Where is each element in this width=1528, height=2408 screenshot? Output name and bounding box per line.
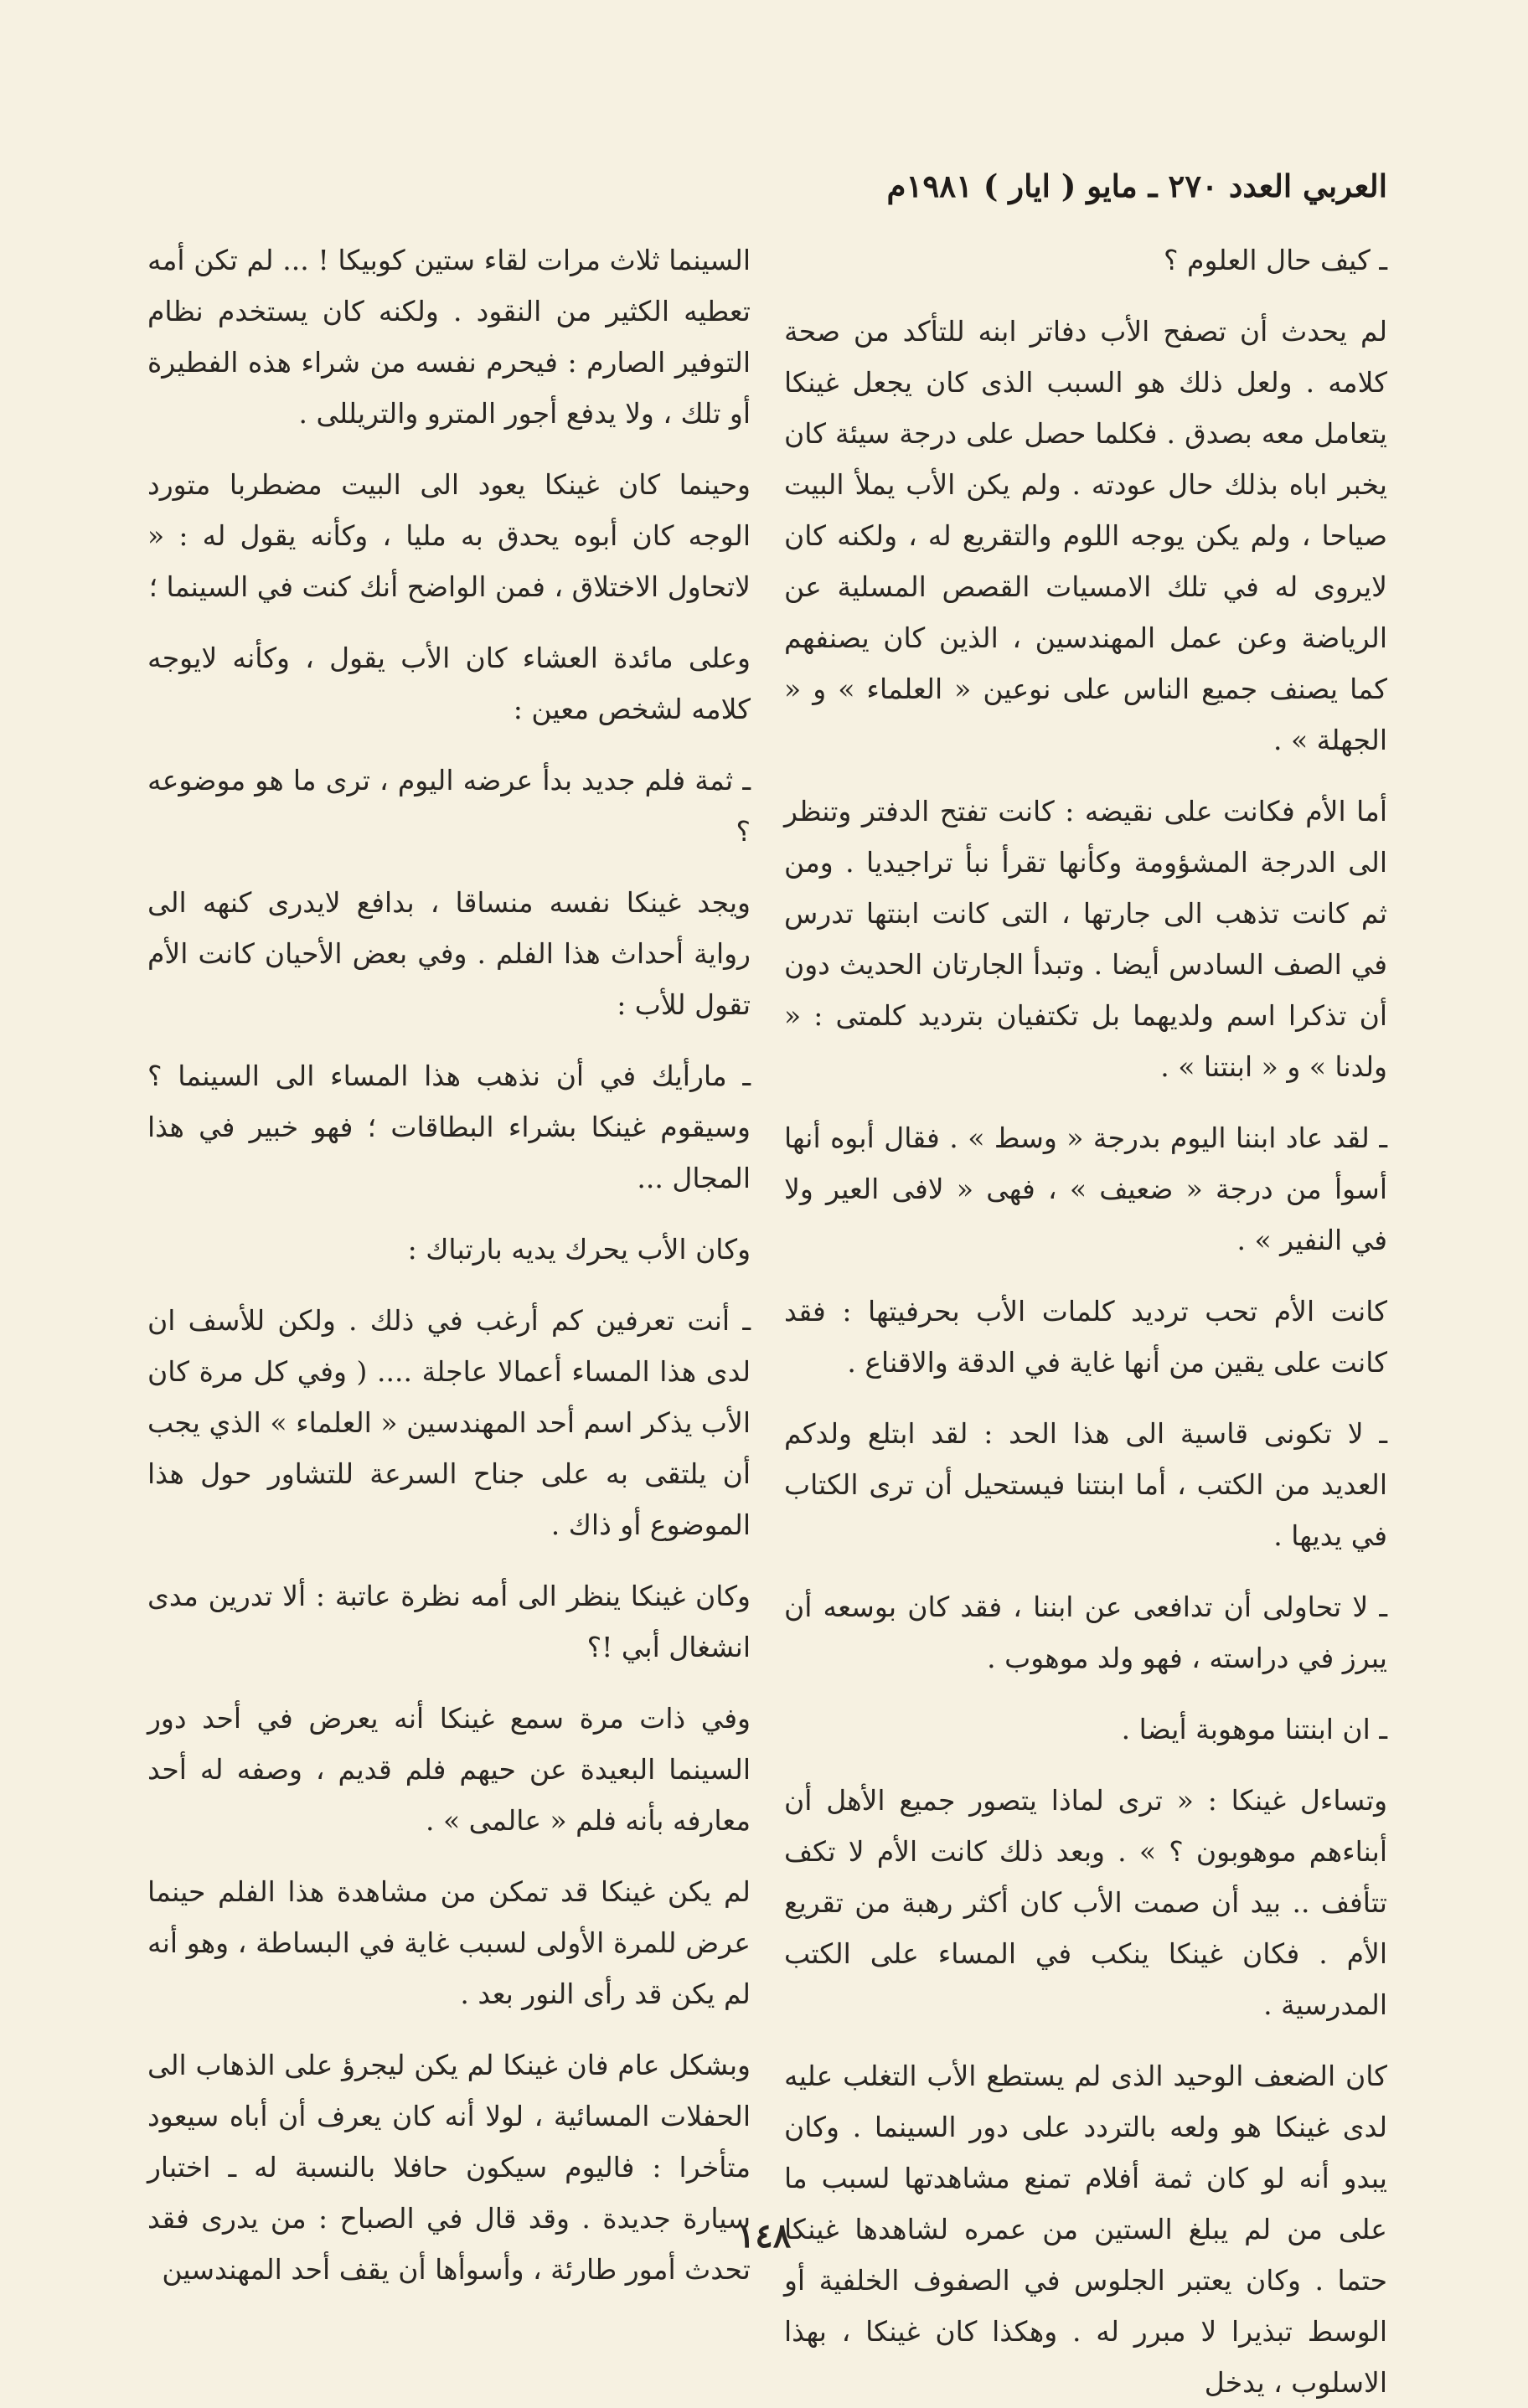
paragraph: وكان غينكا ينظر الى أمه نظرة عاتبة : ألا تدرين مدى انشغال أبي !؟: [147, 1580, 751, 1663]
paragraph: ـ لا تحاولى أن تدافعى عن ابننا ، فقد كان بوسعه أن يبرز في دراسته ، فهو ولد موهوب .: [784, 1591, 1387, 1674]
page-number: ١٤٨: [736, 2216, 792, 2256]
paragraph: وعلى مائدة العشاء كان الأب يقول ، وكأنه لايوجه كلامه لشخص معين :: [147, 642, 751, 725]
paragraph: لم يحدث أن تصفح الأب دفاتر ابنه للتأكد من صحة كلامه . ولعل ذلك هو السبب الذى كان يجعل غينكا يتعامل معه بصدق . فكلما حصل على درجة سيئة كان يخبر اباه بذلك حال عودته . ولم يكن الأب يملأ البيت صياحا ، ولم يكن يوجه اللوم والتقريع له ، ولكنه كان لايروى له في تلك الامسيات القصص المسلية عن الرياضة وعن عمل المهندسين ، الذين كان يصنفهم كما يصنف جميع الناس على نوعين « العلماء » و « الجهلة » .: [784, 315, 1387, 756]
paragraph: السينما ثلاث مرات لقاء ستين كوبيكا ! ... لم تكن أمه تعطيه الكثير من النقود . ولكنه كان يستخدم نظام التوفير الصارم : فيحرم نفسه من شراء هذه الفطيرة أو تلك ، ولا يدفع أجور المترو والتريللى .: [147, 244, 751, 430]
paragraph: وتساءل غينكا : « ترى لماذا يتصور جميع الأهل أن أبناءهم موهوبون ؟ » . وبعد ذلك كانت الأم لا تكف تتأفف .. بيد أن صمت الأب كان أكثر رهبة من تقريع الأم . فكان غينكا ينكب في المساء على الكتب المدرسية .: [784, 1784, 1387, 2021]
paragraph: وكان الأب يحرك يديه بارتباك :: [407, 1233, 751, 1266]
paragraph: ـ أنت تعرفين كم أرغب في ذلك . ولكن للأسف ان لدى هذا المساء أعمالا عاجلة .... ( وفي كل مرة كان الأب يذكر اسم أحد المهندسين « العلماء » الذي يجب أن يلتقى به على جناح السرعة للتشاور حول هذا الموضوع أو ذاك .: [147, 1304, 751, 1541]
paragraph: ـ ان ابنتنا موهوبة أيضا .: [1121, 1713, 1387, 1745]
paragraph: لم يكن غينكا قد تمكن من مشاهدة هذا الفلم حينما عرض للمرة الأولى لسبب غاية في البساطة ، وهو أنه لم يكن قد رأى النور بعد .: [147, 1875, 751, 2010]
paragraph: كانت الأم تحب ترديد كلمات الأب بحرفيتها : فقد كانت على يقين من أنها غاية في الدقة والاقناع .: [784, 1295, 1387, 1379]
paragraph: ـ ثمة فلم جديد بدأ عرضه اليوم ، ترى ما هو موضوعه ؟: [147, 764, 751, 848]
paragraph: وحينما كان غينكا يعود الى البيت مضطربا متورد الوجه كان أبوه يحدق به مليا ، وكأنه يقول له : « لاتحاول الاختلاق ، فمن الواضح أنك كنت في السينما ؛: [147, 468, 751, 603]
paragraph: ـ مارأيك في أن نذهب هذا المساء الى السينما ؟ وسيقوم غينكا بشراء البطاقات ؛ فهو خبير في هذا المجال ...: [147, 1060, 751, 1194]
paragraph: وفي ذات مرة سمع غينكا أنه يعرض في أحد دور السينما البعيدة عن حيهم فلم قديم ، وصفه له أحد معارفه بأنه فلم « عالمى » .: [147, 1702, 751, 1837]
paragraph: ويجد غينكا نفسه منساقا ، بدافع لايدرى كنهه الى رواية أحداث هذا الفلم . وفي بعض الأحيان كانت الأم تقول للأب :: [147, 886, 751, 1021]
paragraph: وبشكل عام فان غينكا لم يكن ليجرؤ على الذهاب الى الحفلات المسائية ، لولا أنه كان يعرف أن أباه سيعود متأخرا : فاليوم سيكون حافلا بالنسبة له ـ اختبار سيارة جديدة . وقد قال في الصباح : من يدرى فقد تحدث أمور طارئة ، وأسوأها أن يقف أحد المهندسين: [147, 2049, 751, 2286]
paragraph: ـ لا تكونى قاسية الى هذا الحد : لقد ابتلع ولدكم العديد من الكتب ، أما ابنتنا فيستحيل أن ترى الكتاب في يديها .: [784, 1417, 1387, 1552]
paragraph: ـ لقد عاد ابننا اليوم بدرجة « وسط » . فقال أبوه أنها أسوأ من درجة « ضعيف » ، فهى « لافى العير ولا في النفير » .: [784, 1121, 1387, 1256]
right-column: [784, 235, 1387, 2399]
left-column: [147, 235, 751, 2286]
paragraph: أما الأم فكانت على نقيضه : كانت تفتح الدفتر وتنظر الى الدرجة المشؤومة وكأنها تقرأ نبأ تراجيديا . ومن ثم كانت تذهب الى جارتها ، التى كانت ابنتها تدرس في الصف السادس أيضا . وتبدأ الجارتان الحديث دون أن تذكرا اسم ولديهما بل تكتفيان بترديد كلمتى : « ولدنا » و « ابنتنا » .: [784, 795, 1387, 1083]
paragraph: ـ كيف حال العلوم ؟: [1164, 244, 1387, 276]
running-header: العربي العدد ٢٧٠ ـ مايو ( ايار ) ١٩٨١م: [886, 168, 1387, 204]
paragraph: كان الضعف الوحيد الذى لم يستطع الأب التغلب عليه لدى غينكا هو ولعه بالتردد على دور السينما . وكان يبدو أنه لو كان ثمة أفلام تمنع مشاهدتها لسبب ما على من لم يبلغ الستين من عمره لشاهدها غينكا حتما . وكان يعتبر الجلوس في الصفوف الخلفية أو الوسط تبذيرا لا مبرر له . وهكذا كان غينكا ، بهذا الاسلوب ، يدخل: [784, 2060, 1387, 2399]
